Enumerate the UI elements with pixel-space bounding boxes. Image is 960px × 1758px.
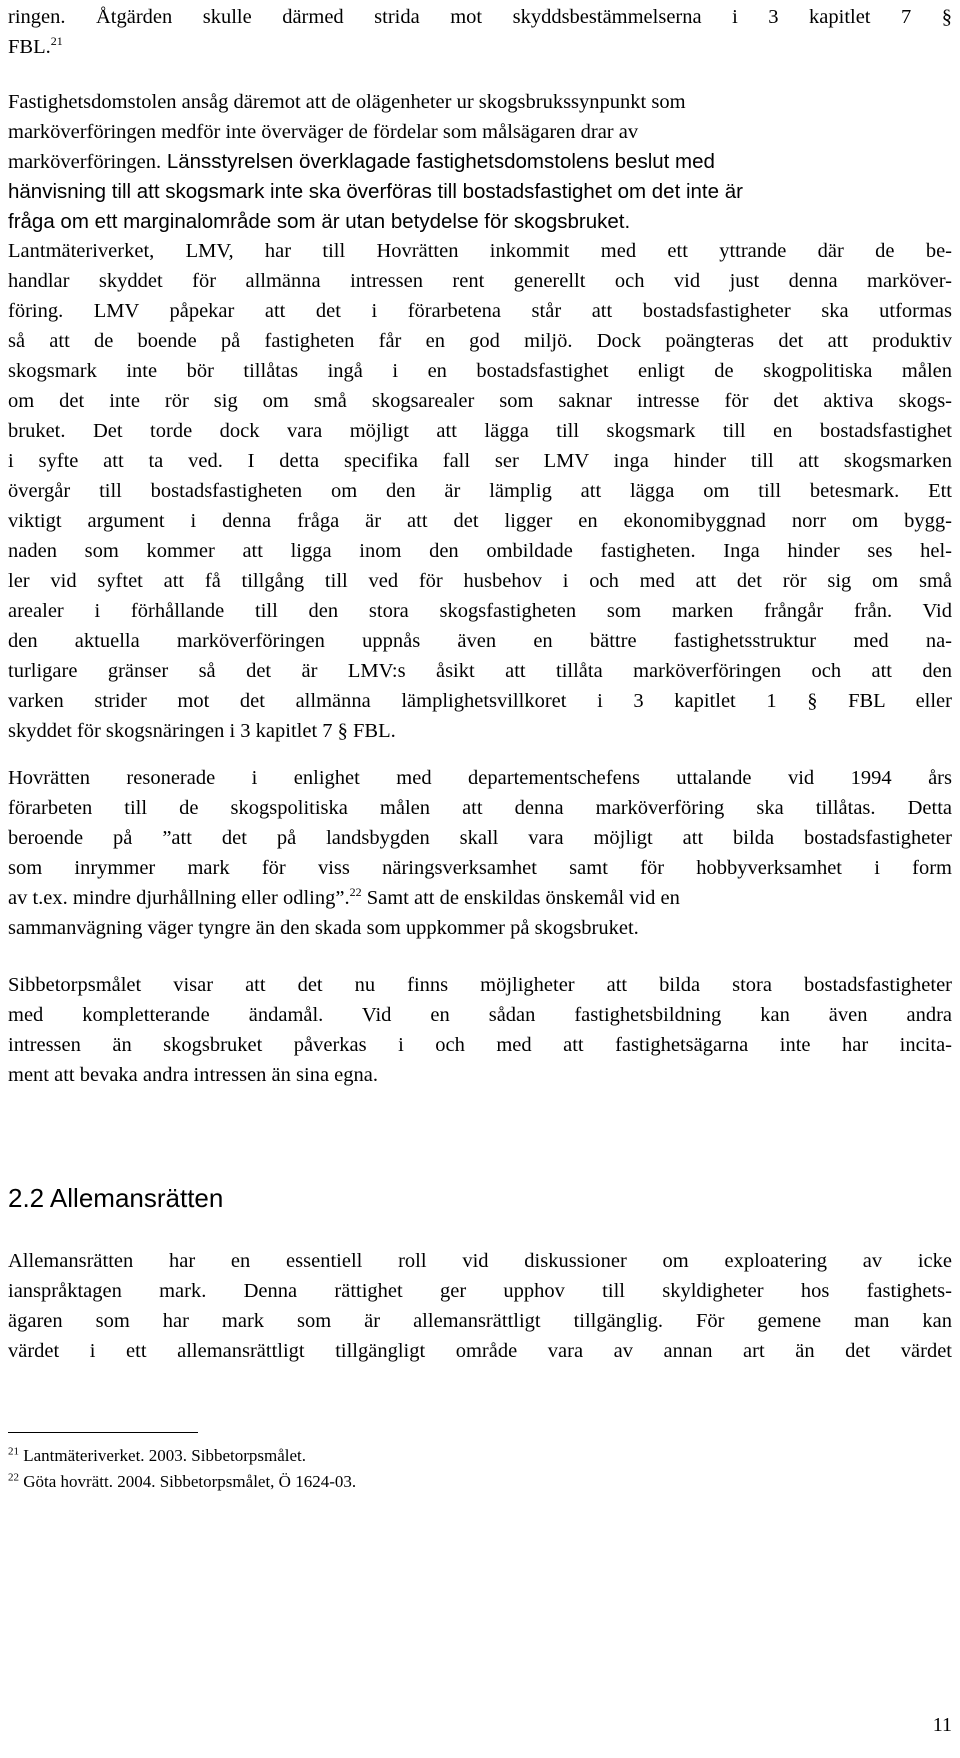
text-line: FBL.$^{21}$ xyxy=(8,34,63,58)
text-line: ägaren som har mark som är allemansrättligt tillgänglig. För gemene man kan xyxy=(8,1310,952,1332)
text-line: ianspråktagen mark. Denna rättighet ger upphov till skyldigheter hos fastighets- xyxy=(8,1280,952,1302)
text-line: fråga om ett marginalområde som är utan betydelse för skogsbruket. xyxy=(8,210,631,233)
text-line: föring. LMV påpekar att det i förarbetena står att bostadsfastigheter ska utformas xyxy=(8,300,952,322)
text-line: Allemansrätten har en essentiell roll vid diskussioner om exploatering av icke xyxy=(8,1250,952,1272)
text-line: beroende på ”att det på landsbygden skall vara möjligt att bilda bostadsfastigheter xyxy=(8,827,952,849)
text-line: ler vid syftet att få tillgång till ved för husbehov i och med att det rör sig om små xyxy=(8,570,952,592)
text-line: om det inte rör sig om små skogsarealer som saknar intresse för det aktiva skogs- xyxy=(8,390,952,412)
footnote-divider xyxy=(8,1432,198,1433)
text-line: Hovrätten resonerade i enlighet med departementschefens uttalande vid 1994 års xyxy=(8,767,952,789)
text-line: marköverföringen. Länsstyrelsen överklagade fastighetsdomstolens beslut med xyxy=(8,150,715,173)
text-line: skyddet för skogsnäringen i 3 kapitlet 7 § FBL. xyxy=(8,720,396,742)
text-line: ment att bevaka andra intressen än sina egna. xyxy=(8,1064,378,1086)
text-line: skogsmark inte bör tillåtas ingå i en bostadsfastighet enligt de skogpolitiska målen xyxy=(8,360,952,382)
text-line: Fastighetsdomstolen ansåg däremot att de olägenheter ur skogsbrukssynpunkt som xyxy=(8,91,686,113)
page-number: 11 xyxy=(932,1714,952,1736)
text-line: turligare gränser så det är LMV:s åsikt att tillåta marköverföringen och att den xyxy=(8,660,952,682)
text-line: arealer i förhållande till den stora skogsfastigheten som marken frångår från. Vid xyxy=(8,600,952,622)
footnote-21: $^{21}$ Lantmäteriverket. 2003. Sibbetorpsmålet. xyxy=(8,1445,307,1465)
paragraph-4 xyxy=(8,763,952,943)
text-line: marköverföringen medför inte överväger de fördelar som målsägaren drar av xyxy=(8,121,639,143)
paragraph-2 xyxy=(8,87,952,237)
footnote-ref-22: 22 xyxy=(349,885,362,900)
paragraph-5 xyxy=(8,970,952,1090)
text-line: intressen än skogsbruket påverkas i och med att fastighetsägarna inte har incita- xyxy=(8,1034,952,1056)
paragraph-1 xyxy=(8,2,952,62)
text-line: som inrymmer mark för viss näringsverksamhet samt för hobbyverksamhet i form xyxy=(8,857,952,879)
footnote-22: $^{22}$ Göta hovrätt. 2004. Sibbetorpsmålet, Ö 1624-03. xyxy=(8,1471,357,1491)
footnotes xyxy=(8,1443,356,1495)
text-line: Sibbetorpsmålet visar att det nu finns möjligheter att bilda stora bostadsfastigheter xyxy=(8,974,952,996)
paragraph-3 xyxy=(8,236,952,746)
text-line: så att de boende på fastigheten får en god miljö. Dock poängteras det att produktiv xyxy=(8,330,952,352)
text-line: värdet i ett allemansrättligt tillgängligt område vara av annan art än det värdet xyxy=(8,1340,952,1362)
section-heading: 2.2 Allemansrätten xyxy=(8,1183,224,1213)
text-line: viktigt argument i denna fråga är att det ligger en ekonomibyggnad norr om bygg- xyxy=(8,510,952,532)
text-line: i syfte att ta ved. I detta specifika fall ser LMV inga hinder till att skogsmarken xyxy=(8,450,952,472)
text-line: förarbeten till de skogspolitiska målen att denna marköverföring ska tillåtas. Detta xyxy=(8,797,952,819)
text-line: med kompletterande ändamål. Vid en sådan fastighetsbildning kan även andra xyxy=(8,1004,952,1026)
text-line: naden som kommer att ligga inom den ombildade fastigheten. Inga hinder ses hel- xyxy=(8,540,952,562)
footnote-ref-21: 21 xyxy=(50,34,63,49)
text-line: varken strider mot det allmänna lämplighetsvillkoret i 3 kapitlet 1 § FBL eller xyxy=(8,690,952,712)
text-line: ringen. Åtgärden skulle därmed strida mot skyddsbestämmelserna i 3 kapitlet 7 § xyxy=(8,6,952,28)
text-line: av t.ex. mindre djurhållning eller odling”.$^{22}$ Samt att de enskildas önskemål vid en xyxy=(8,885,680,909)
text-line: den aktuella marköverföringen uppnås även en bättre fastighetsstruktur med na- xyxy=(8,630,952,652)
text-line: sammanvägning väger tyngre än den skada som uppkommer på skogsbruket. xyxy=(8,917,639,939)
text-line: handlar skyddet för allmänna intressen rent generellt och vid just denna marköver- xyxy=(8,270,952,292)
text-line: bruket. Det torde dock vara möjligt att lägga till skogsmark till en bostadsfastighet xyxy=(8,420,952,442)
paragraph-6 xyxy=(8,1246,952,1366)
text-line: övergår till bostadsfastigheten om den är lämplig att lägga om till betesmark. Ett xyxy=(8,480,952,502)
text-line: Lantmäteriverket, LMV, har till Hovrätten inkommit med ett yttrande där de be- xyxy=(8,240,952,262)
text-line: hänvisning till att skogsmark inte ska överföras till bostadsfastighet om det inte är xyxy=(8,180,743,203)
